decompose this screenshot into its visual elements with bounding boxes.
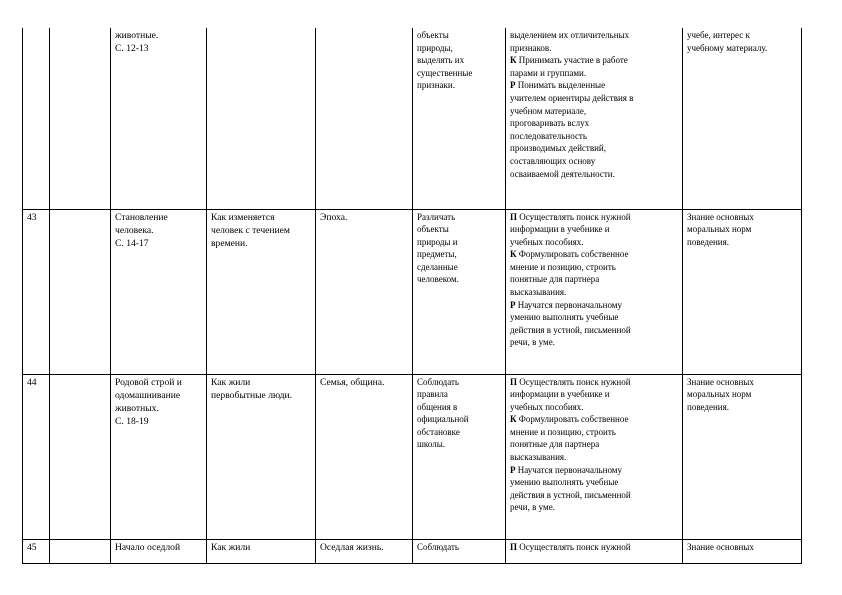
uud-text: Формулировать собственное — [516, 249, 629, 260]
personal-results-line: поведения. — [687, 401, 729, 412]
subject-results-line: существенные — [417, 67, 473, 78]
lesson-number — [23, 28, 50, 209]
uud-letter: П — [510, 211, 518, 222]
lesson-topic — [111, 28, 207, 209]
table-row — [23, 374, 802, 539]
lesson-concepts — [316, 28, 413, 209]
uud-letter: П — [510, 541, 518, 552]
uud-letter: Р — [510, 464, 516, 475]
personal-results-line: моральных норм — [687, 389, 752, 400]
lesson-problem-line: времени. — [211, 237, 248, 249]
lesson-date-cell — [50, 539, 111, 563]
uud-letter: К — [510, 249, 517, 260]
lesson-topic-line: животные. — [115, 30, 159, 41]
uud-line — [510, 130, 679, 143]
uud-text: действия в устной, письменной — [510, 324, 631, 335]
uud-results — [506, 539, 683, 563]
subject-results-line: обстановке — [417, 426, 460, 437]
table-row — [23, 209, 802, 374]
uud-text: составляющих основу — [510, 155, 596, 166]
lesson-date-cell — [50, 209, 111, 374]
uud-line — [510, 476, 679, 489]
lesson-number: 44 — [23, 374, 50, 539]
uud-text: речи, в уме. — [510, 502, 555, 513]
uud-line — [510, 299, 679, 312]
lesson-problem-line: человек с течением — [211, 224, 291, 236]
subject-results-line: предметы, — [417, 249, 457, 260]
uud-text: проговаривать вслух — [510, 118, 590, 129]
subject-results-line: человеком. — [417, 274, 459, 285]
uud-line — [510, 501, 679, 514]
lesson-concepts-line: Оседлая жизнь. — [320, 541, 384, 553]
uud-line — [510, 92, 679, 105]
uud-text: Научатся первоначальному — [515, 299, 622, 310]
lesson-problem — [207, 539, 316, 563]
uud-results — [506, 209, 683, 374]
table-body — [23, 28, 802, 563]
uud-text: действия в устной, письменной — [510, 489, 631, 500]
uud-line — [510, 464, 679, 477]
uud-line — [510, 376, 679, 389]
uud-letter: П — [510, 376, 518, 387]
subject-results — [413, 539, 506, 563]
subject-results-line: правила — [417, 389, 448, 400]
uud-line — [510, 29, 679, 42]
lesson-topic-line: Родовой строй и — [115, 376, 182, 388]
uud-text: информации в учебнике и — [510, 389, 610, 400]
subject-results — [413, 374, 506, 539]
lesson-problem — [207, 374, 316, 539]
uud-text: учебном материале, — [510, 105, 587, 116]
lesson-concepts-line: Эпоха. — [320, 211, 348, 223]
lesson-concepts — [316, 209, 413, 374]
uud-text: учителем ориентиры действия в — [510, 92, 634, 103]
personal-results-line: Знание основных — [687, 376, 754, 387]
lesson-problem-line: Как изменяется — [211, 211, 275, 223]
lesson-date-cell — [50, 374, 111, 539]
table-row — [23, 28, 802, 209]
uud-results — [506, 374, 683, 539]
uud-line — [510, 79, 679, 92]
lesson-number: 43 — [23, 209, 50, 374]
uud-letter: К — [510, 414, 517, 425]
uud-text: понятные для партнера — [510, 274, 600, 285]
uud-line — [510, 336, 679, 349]
subject-results-line: объекты — [417, 30, 449, 40]
lesson-concepts-line: Семья, община. — [320, 376, 385, 388]
uud-line — [510, 286, 679, 299]
uud-text: высказывания. — [510, 287, 567, 298]
personal-results-line: учебному материалу. — [687, 42, 768, 53]
uud-text: выделением их отличительных — [510, 30, 630, 40]
uud-text: парами и группами. — [510, 67, 587, 78]
uud-text: Осуществлять поиск нужной — [517, 541, 631, 552]
uud-text: понятные для партнера — [510, 439, 600, 450]
subject-results — [413, 209, 506, 374]
uud-line — [510, 54, 679, 67]
lesson-problem-line: первобытные люди. — [211, 389, 293, 401]
personal-results — [683, 209, 802, 374]
lesson-topic — [111, 209, 207, 374]
subject-results-line: Соблюдать — [417, 541, 459, 552]
lesson-topic-line: Начало оседлой — [115, 541, 181, 553]
uud-text: производимых действий, — [510, 143, 606, 154]
uud-text: последовательность — [510, 130, 587, 141]
lesson-number: 45 — [23, 539, 50, 563]
uud-results — [506, 28, 683, 209]
personal-results-line: моральных норм — [687, 224, 752, 235]
table-row — [23, 539, 802, 563]
uud-line — [510, 489, 679, 502]
uud-line — [510, 105, 679, 118]
personal-results — [683, 539, 802, 563]
subject-results-line: объекты — [417, 224, 449, 235]
uud-text: информации в учебнике и — [510, 224, 610, 235]
lesson-topic-line: С. 18-19 — [115, 415, 149, 427]
uud-text: учебных пособиях. — [510, 401, 584, 412]
lesson-topic-line: Становление — [115, 211, 168, 223]
uud-line — [510, 438, 679, 451]
uud-text: признаков. — [510, 42, 552, 53]
uud-line — [510, 67, 679, 80]
uud-text: Осуществлять поиск нужной — [517, 376, 631, 387]
subject-results-line: школы. — [417, 439, 446, 450]
uud-letter: Р — [510, 80, 516, 91]
subject-results-line: сделанные — [417, 261, 458, 272]
lesson-topic — [111, 374, 207, 539]
lesson-problem — [207, 209, 316, 374]
uud-letter: К — [510, 55, 517, 66]
uud-text: высказывания. — [510, 452, 567, 463]
uud-line — [510, 401, 679, 414]
subject-results-line: природы, — [417, 42, 453, 53]
uud-text: Осуществлять поиск нужной — [517, 211, 631, 222]
lesson-problem — [207, 28, 316, 209]
uud-line — [510, 311, 679, 324]
uud-text: речи, в уме. — [510, 337, 555, 348]
lesson-topic-line: одомашнивание — [115, 389, 181, 401]
lesson-topic-line: человека. — [115, 224, 154, 236]
personal-results-line: поведения. — [687, 236, 729, 247]
uud-text: мнение и позицию, строить — [510, 261, 616, 272]
uud-line — [510, 117, 679, 130]
uud-text: Принимать участие в работе — [516, 55, 628, 66]
personal-results-line: Знание основных — [687, 541, 754, 552]
subject-results-line: выделять их — [417, 55, 465, 66]
uud-line — [510, 273, 679, 286]
uud-text: умению выполнять учебные — [510, 477, 619, 488]
subject-results-line: Различать — [417, 211, 456, 222]
subject-results-line: официальной — [417, 414, 469, 425]
uud-text: Понимать выделенные — [515, 80, 606, 91]
uud-letter: Р — [510, 299, 516, 310]
lesson-plan-table — [22, 28, 802, 564]
subject-results-line: природы и — [417, 236, 458, 247]
uud-line — [510, 451, 679, 464]
lesson-problem-line: Как жили — [211, 376, 251, 388]
uud-line — [510, 261, 679, 274]
uud-line — [510, 388, 679, 401]
uud-line — [510, 324, 679, 337]
subject-results-line: признаки. — [417, 80, 455, 91]
personal-results — [683, 28, 802, 209]
uud-line — [510, 155, 679, 168]
uud-line — [510, 42, 679, 55]
uud-text: осваиваемой деятельности. — [510, 168, 615, 179]
uud-line — [510, 426, 679, 439]
lesson-concepts — [316, 539, 413, 563]
lesson-topic-line: С. 12-13 — [115, 43, 149, 55]
uud-line — [510, 413, 679, 426]
lesson-date-cell — [50, 28, 111, 209]
uud-text: Научатся первоначальному — [515, 464, 622, 475]
lesson-topic-line: С. 14-17 — [115, 237, 149, 249]
lesson-topic — [111, 539, 207, 563]
personal-results-line: учебе, интерес к — [687, 30, 750, 40]
uud-text: мнение и позицию, строить — [510, 426, 616, 437]
subject-results-line: Соблюдать — [417, 376, 459, 387]
uud-line — [510, 541, 679, 554]
uud-line — [510, 236, 679, 249]
lesson-problem-line: Как жили — [211, 541, 251, 553]
uud-line — [510, 142, 679, 155]
subject-results-line: общения в — [417, 401, 458, 412]
uud-text: умению выполнять учебные — [510, 312, 619, 323]
uud-line — [510, 168, 679, 181]
uud-text: учебных пособиях. — [510, 236, 584, 247]
uud-line — [510, 223, 679, 236]
uud-line — [510, 248, 679, 261]
lesson-topic-line: животных. — [115, 402, 159, 414]
personal-results — [683, 374, 802, 539]
lesson-concepts — [316, 374, 413, 539]
uud-text: Формулировать собственное — [516, 414, 629, 425]
uud-line — [510, 211, 679, 224]
personal-results-line: Знание основных — [687, 211, 754, 222]
subject-results — [413, 28, 506, 209]
